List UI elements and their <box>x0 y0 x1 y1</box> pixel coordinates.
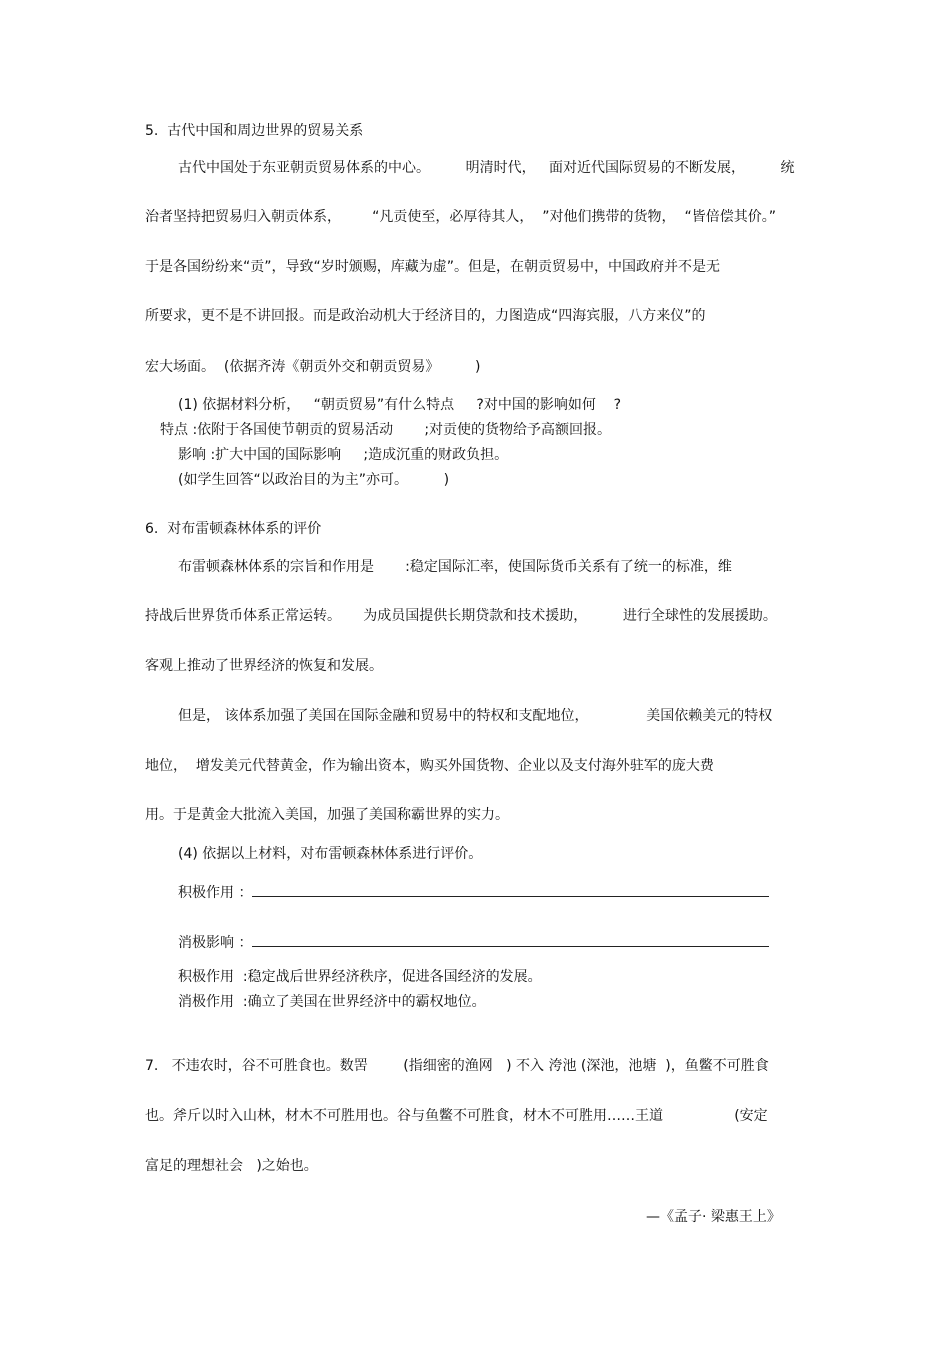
q6-para2-line-2: 地位， 增发美元代替黄金，作为输出资本，购买外国货物、企业以及支付海外驻军的庞大费 <box>145 758 714 774</box>
q5-heading: 5. 古代中国和周边世界的贸易关系 <box>145 123 364 139</box>
q7-para-line-3: 富足的理想社会 )之始也。 <box>145 1158 318 1174</box>
q5-para-line-4: 所要求，更不是不讲回报。而是政治动机大于经济目的，力图造成“四海宾服，八方来仪”的 <box>145 308 706 324</box>
negative-effect-label: 消极影响 ： <box>178 935 253 951</box>
q5-question: (1) 依据材料分析， “朝贡贸易”有什么特点 ?对中国的影响如何 ? <box>178 397 622 413</box>
negative-effect-blank <box>178 931 769 952</box>
q5-answer-impact: 影响 :扩大中国的国际影响 ;造成沉重的财政负担。 <box>178 447 509 463</box>
q6-heading: 6. 对布雷顿森林体系的评价 <box>145 521 322 537</box>
positive-effect-answer-line <box>252 881 769 897</box>
q5-answer-note: (如学生回答“以政治目的为主”亦可。 ) <box>178 472 450 488</box>
q5-answer-feature: 特点 :依附于各国使节朝贡的贸易活动 ;对贡使的货物给予高额回报。 <box>160 422 612 438</box>
negative-effect-answer-line <box>252 931 769 947</box>
positive-effect-blank <box>178 881 769 902</box>
q5-para-line-1: 古代中国处于东亚朝贡贸易体系的中心。 明清时代， 面对近代国际贸易的不断发展， 统 <box>178 160 795 176</box>
q5-para-line-3: 于是各国纷纷来“贡”，导致“岁时颁赐，库藏为虚”。但是，在朝贡贸易中，中国政府并不是无 <box>145 259 721 275</box>
q7-para-line-2: 也。斧斤以时入山林，材木不可胜用也。谷与鱼鳖不可胜食，材木不可胜用……王道 (安定 <box>145 1108 768 1124</box>
q6-answer-positive: 积极作用 :稳定战后世界经济秩序，促进各国经济的发展。 <box>178 969 542 985</box>
q5-para-line-2: 治者坚持把贸易归入朝贡体系， “凡贡使至，必厚待其人， ”对他们携带的货物， “皆倍偿其价。” <box>145 209 776 225</box>
q6-para2-line-3: 用。于是黄金大批流入美国，加强了美国称霸世界的实力。 <box>145 807 509 823</box>
q6-para1-line-2: 持战后世界货币体系正常运转。 为成员国提供长期贷款和技术援助， 进行全球性的发展援助。 <box>145 608 777 624</box>
q6-para2-line-1: 但是， 该体系加强了美国在国际金融和贸易中的特权和支配地位， 美国依赖美元的特权 <box>178 708 773 724</box>
q6-para1-line-3: 客观上推动了世界经济的恢复和发展。 <box>145 658 383 674</box>
q7-source: —《孟子· 梁惠王上》 <box>646 1209 781 1225</box>
q5-para-line-5: 宏大场面。 (依据齐涛《朝贡外交和朝贡贸易》 ) <box>145 359 481 375</box>
q6-question: (4) 依据以上材料，对布雷顿森林体系进行评价。 <box>178 846 483 862</box>
q6-para1-line-1: 布雷顿森林体系的宗旨和作用是 :稳定国际汇率，使国际货币关系有了统一的标准，维 <box>178 559 732 575</box>
positive-effect-label: 积极作用 ： <box>178 885 253 901</box>
q7-para-line-1: 7. 不违农时，谷不可胜食也。数罟 (指细密的渔网 ) 不入 洿池 (深池，池塘 )，鱼鳖不可胜食 <box>145 1058 769 1074</box>
q6-answer-negative: 消极作用 :确立了美国在世界经济中的霸权地位。 <box>178 994 486 1010</box>
